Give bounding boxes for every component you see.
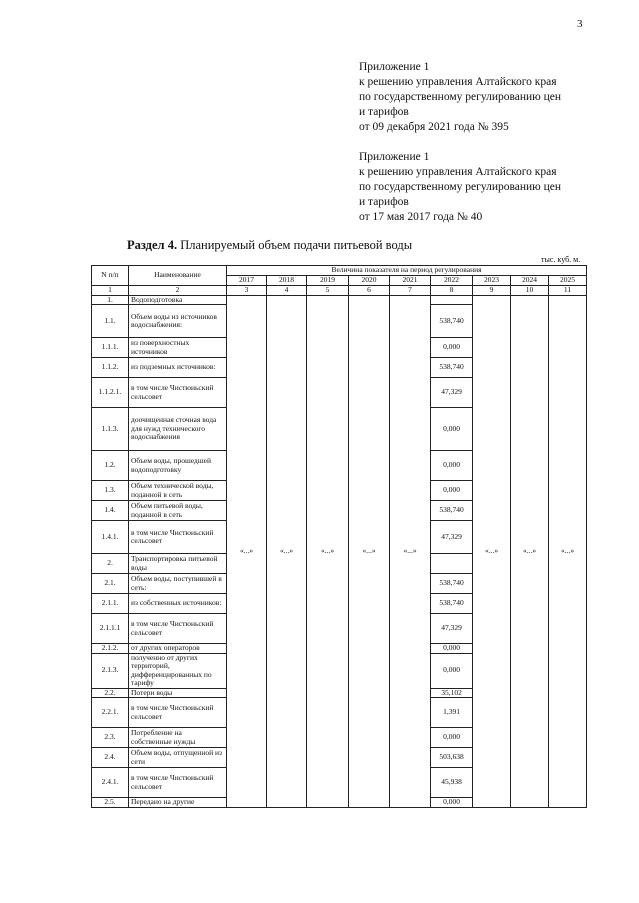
row-name: Объем технической воды, поданной в сеть [129, 481, 227, 501]
appendix-line: Приложение 1 [359, 61, 430, 73]
row-name: в том числе Чистюньский сельсовет [129, 698, 227, 728]
row-number: 1.4.1. [92, 521, 129, 554]
column-index: 7 [390, 286, 431, 296]
appendix-line: от 17 мая 2017 года № 40 [359, 211, 483, 223]
value-2022: 538,740 [431, 574, 473, 594]
placeholder-cell: «...» [307, 295, 349, 807]
value-2022: 35,102 [431, 688, 473, 698]
row-number: 1.2. [92, 451, 129, 481]
appendix-line: и тарифов [359, 106, 409, 118]
value-2022: 47,329 [431, 521, 473, 554]
value-2022: 0,000 [431, 451, 473, 481]
placeholder-cell: «...» [511, 295, 549, 807]
placeholder-cell: «...» [390, 295, 431, 807]
value-2022: 0,000 [431, 728, 473, 748]
row-number: 1.1.1. [92, 338, 129, 358]
value-2022: 538,740 [431, 305, 473, 338]
appendix-line: и тарифов [359, 196, 409, 208]
water-volume-table [91, 265, 587, 808]
value-2022: 0,000 [431, 653, 473, 688]
section-title [127, 238, 412, 253]
row-name: в том числе Чистюньский сельсовет [129, 521, 227, 554]
value-2022: 45,938 [431, 768, 473, 798]
row-number: 2.1.1. [92, 594, 129, 614]
row-name: из поверхностных источников [129, 338, 227, 358]
appendix-line: по государственному регулированию цен [359, 91, 562, 103]
appendix-line: по государственному регулированию цен [359, 181, 562, 193]
row-number: 2.3. [92, 728, 129, 748]
appendix-block-1 [359, 60, 561, 135]
column-index: 8 [431, 286, 473, 296]
value-2022 [431, 554, 473, 574]
row-name: Объем воды, отпущенной из сети [129, 748, 227, 768]
header-year: 2019 [307, 276, 349, 286]
value-2022: 538,740 [431, 594, 473, 614]
placeholder-cell: «...» [473, 295, 511, 807]
placeholder-cell: «...» [227, 295, 267, 807]
column-index: 3 [227, 286, 267, 296]
row-name: Потери воды [129, 688, 227, 698]
header-name: Наименование [129, 266, 227, 286]
row-number: 2. [92, 554, 129, 574]
row-number: 1. [92, 295, 129, 305]
row-name: Объем воды, прошедшей водоподготовку [129, 451, 227, 481]
row-number: 2.4.1. [92, 768, 129, 798]
column-index: 5 [307, 286, 349, 296]
row-number: 2.4. [92, 748, 129, 768]
row-number: 1.1.2.1. [92, 378, 129, 408]
column-index: 2 [129, 286, 227, 296]
row-name: доочищенная сточная вода для нужд технического водоснабжения [129, 408, 227, 451]
column-index: 4 [267, 286, 307, 296]
row-name: из подземных источников: [129, 358, 227, 378]
section-title-text: Планируемый объем подачи питьевой воды [177, 238, 413, 252]
header-year: 2020 [349, 276, 390, 286]
value-2022: 538,740 [431, 501, 473, 521]
row-name: Объем воды из источников водоснабжения: [129, 305, 227, 338]
row-name: Передано на другие [129, 798, 227, 808]
table-row [92, 295, 587, 305]
value-2022: 538,740 [431, 358, 473, 378]
header-period: Величина показателя на период регулирования [227, 266, 587, 276]
row-name: в том числе Чистюньский сельсовет [129, 378, 227, 408]
appendix-block-2 [359, 150, 561, 225]
row-number: 2.5. [92, 798, 129, 808]
value-2022: 1,391 [431, 698, 473, 728]
row-number: 2.1. [92, 574, 129, 594]
appendix-line: от 09 декабря 2021 года № 395 [359, 121, 509, 133]
row-number: 2.1.2. [92, 644, 129, 654]
row-number: 1.4. [92, 501, 129, 521]
row-number: 1.1.2. [92, 358, 129, 378]
page-number: 3 [577, 18, 583, 30]
header-year: 2022 [431, 276, 473, 286]
placeholder-cell: «...» [549, 295, 587, 807]
column-index: 9 [473, 286, 511, 296]
row-name: полученно от других территорий, дифференцированных по тарифу [129, 653, 227, 688]
row-name: Водоподготовка [129, 295, 227, 305]
header-year: 2023 [473, 276, 511, 286]
header-year: 2017 [227, 276, 267, 286]
value-2022: 47,329 [431, 614, 473, 644]
section-number: Раздел 4. [127, 238, 178, 252]
column-index: 11 [549, 286, 587, 296]
column-index: 6 [349, 286, 390, 296]
row-number: 1.1.3. [92, 408, 129, 451]
row-number: 1.1. [92, 305, 129, 338]
row-number: 2.1.3. [92, 653, 129, 688]
value-2022: 0,000 [431, 798, 473, 808]
unit-label: тыс. куб. м. [541, 255, 581, 264]
header-year: 2021 [390, 276, 431, 286]
row-number: 2.2. [92, 688, 129, 698]
value-2022: 503,638 [431, 748, 473, 768]
row-name: Потребление на собственные нужды [129, 728, 227, 748]
column-index: 1 [92, 286, 129, 296]
row-name: в том числе Чистюньский сельсовет [129, 614, 227, 644]
value-2022: 0,000 [431, 481, 473, 501]
row-name: из собственных источников: [129, 594, 227, 614]
value-2022: 47,329 [431, 378, 473, 408]
row-name: Транспортировка питьевой воды [129, 554, 227, 574]
value-2022: 0,000 [431, 408, 473, 451]
row-number: 1.3. [92, 481, 129, 501]
row-name: Объем питьевой воды, поданной в сеть [129, 501, 227, 521]
row-name: Объем воды, поступившей в сеть: [129, 574, 227, 594]
row-number: 2.1.1.1 [92, 614, 129, 644]
value-2022: 0,000 [431, 644, 473, 654]
header-year: 2025 [549, 276, 587, 286]
appendix-line: Приложение 1 [359, 151, 430, 163]
value-2022 [431, 295, 473, 305]
appendix-line: к решению управления Алтайского края [359, 166, 557, 178]
column-index: 10 [511, 286, 549, 296]
value-2022: 0,000 [431, 338, 473, 358]
header-year: 2024 [511, 276, 549, 286]
row-name: в том числе Чистюньский сельсовет [129, 768, 227, 798]
placeholder-cell: «...» [267, 295, 307, 807]
placeholder-cell: «...» [349, 295, 390, 807]
row-number: 2.2.1. [92, 698, 129, 728]
row-name: от других операторов [129, 644, 227, 654]
header-num: N п/п [92, 266, 129, 286]
header-year: 2018 [267, 276, 307, 286]
appendix-line: к решению управления Алтайского края [359, 76, 557, 88]
